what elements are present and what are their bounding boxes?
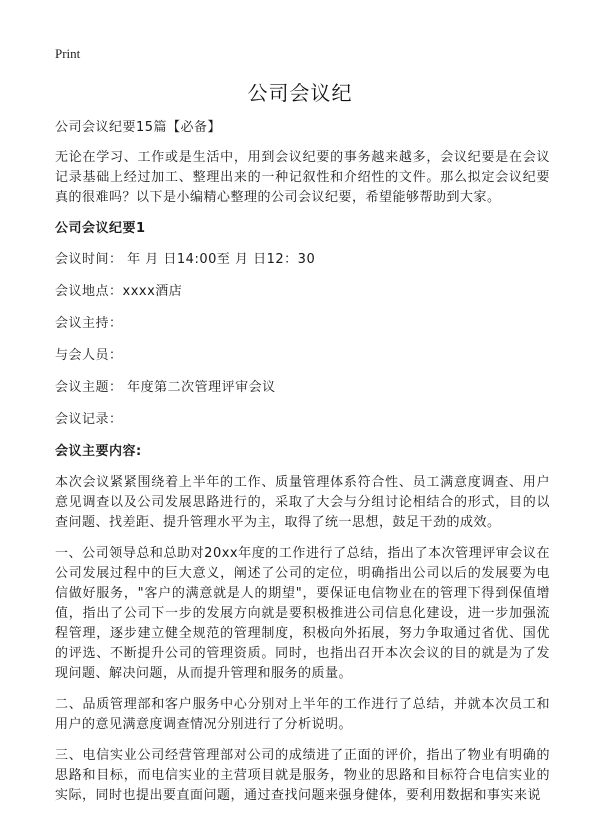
document-title: 公司会议纪 (247, 81, 353, 105)
meeting-time-field: 会议时间： 年 月 日14:00至 月 日12：30 (55, 252, 316, 267)
body-paragraph: 三、电信实业公司经营管理部对公司的成绩进了正面的评价，指出了物业有明确的思路和目标，而电信实业的主营项目就是服务，物业的思路和目标符合电信实业的实际，同时也提出要直面问题，通过查找问题来强身健体，要利用数据和事实来说 (55, 748, 550, 803)
body-paragraph: 二、品质管理部和客户服务中心分别对上半年的工作进行了总结，并就本次员工和用户的意见满意度调查情况分别进行了分析说明。 (55, 697, 550, 732)
intro-paragraph: 无论在学习、工作或是生活中，用到会议纪要的事务越来越多，会议纪要是在会议记录基础上经过加工、整理出来的一种记叙性和介绍性的文件。那么拟定会议纪要真的很难吗？以下是小编精心整理的公司会议纪要，希望能够帮助到大家。 (55, 150, 550, 205)
document-subtitle: 公司会议纪要15篇【必备】 (55, 120, 222, 135)
meeting-location-field: 会议地点：xxxx酒店 (55, 284, 183, 299)
main-content-heading: 会议主要内容: (55, 444, 142, 459)
meeting-topic-field: 会议主题： 年度第二次管理评审会议 (55, 380, 276, 395)
section-heading: 公司会议纪要1 (55, 221, 146, 236)
body-paragraph: 一、公司领导总和总助对20xx年度的工作进行了总结，指出了本次管理评审会议在公司发展过程中的巨大意义，阐述了公司的定位，明确指出公司以后的发展要为电信做好服务，"客户的满意就是人的期望"，要保证电信物业在的管理下得到保值增值，指出了公司下一步的发展方向就是要积极推进公司信息化建设，进一步加强流程管理，逐步建立健全规范的管理制度，积极向外拓展，努力争取通过省优、国优的评选、不断提升公司的管理资质。同时，也指出召开本次会议的目的就是为了发现问题、解决问题，从而提升管理和服务的质量。 (55, 546, 550, 681)
print-link[interactable]: Print (55, 46, 81, 61)
body-paragraph: 本次会议紧紧围绕着上半年的工作、质量管理体系符合性、员工满意度调查、用户意见调查以及公司发展思路进行的，采取了大会与分组讨论相结合的形式，目的以查问题、找差距、提升管理水平为主，取得了统一思想，鼓足干劲的成效。 (55, 475, 550, 530)
meeting-recorder-field: 会议记录： (55, 412, 123, 427)
meeting-attendees-field: 与会人员： (55, 348, 123, 363)
document-body (55, 118, 550, 817)
meeting-host-field: 会议主持： (55, 316, 123, 331)
